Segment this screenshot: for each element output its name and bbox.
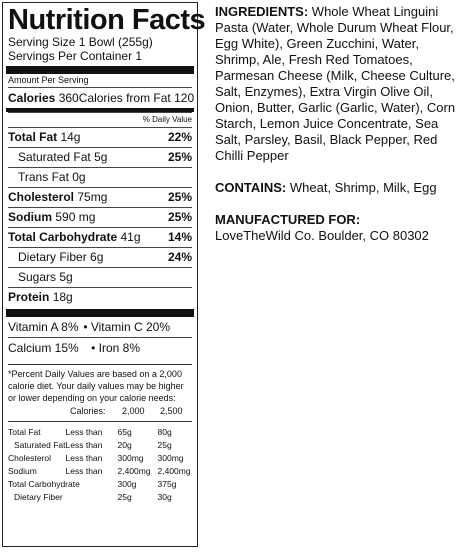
table-row: Sodium Less than 2,400mg 2,400mg: [8, 466, 191, 476]
nutrient-row-protein: [8, 287, 192, 307]
nutrient-amount: 590 mg: [55, 210, 96, 224]
table-header-cell: 2,000: [122, 406, 145, 416]
nutrient-amount: 5g: [59, 270, 73, 284]
manufacturer-section: [215, 212, 460, 244]
label-title: Nutrition Facts: [8, 4, 206, 36]
manufacturer-text: LoveTheWild Co. Boulder, CO 80302: [215, 228, 429, 243]
nutrient-row-dietary-fiber: [8, 247, 192, 267]
nutrient-amount: 0g: [72, 170, 86, 184]
ingredients-heading: INGREDIENTS:: [215, 4, 309, 19]
nutrient-name: Sodium: [8, 210, 52, 224]
table-header-cell: 2,500: [160, 406, 183, 416]
calories-value: 360: [58, 91, 79, 105]
contains-text: Wheat, Shrimp, Milk, Egg: [289, 180, 437, 195]
table-row: Cholesterol Less than 300mg 300mg: [8, 453, 184, 463]
table-header-cell: [8, 405, 70, 417]
nutrient-row-sugars: [8, 267, 192, 287]
nutrient-row-saturated-fat: [8, 147, 192, 167]
nutrient-row-sodium: [8, 207, 192, 227]
divider-thick: [6, 66, 194, 74]
contains-heading: CONTAINS:: [215, 180, 287, 195]
nutrient-name: Saturated Fat: [18, 150, 91, 164]
iron: • Iron 8%: [91, 341, 140, 355]
nutrient-name: Total Fat: [8, 130, 58, 144]
nutrient-amount: 14g: [60, 130, 81, 144]
table-row: Saturated Fat Less than 20g 25g: [14, 440, 172, 450]
nutrient-amount: 18g: [52, 290, 73, 304]
vitamin-a: Vitamin A 8%: [8, 320, 79, 334]
calories-from-fat: Calories from Fat 120: [78, 91, 195, 105]
servings-per-container: Servings Per Container 1: [8, 49, 143, 63]
nutrient-row-total-carbohydrate: [8, 227, 192, 247]
nutrition-facts-label: [2, 2, 206, 547]
table-row: Total Fat Less than 65g 80g: [8, 427, 172, 437]
nutrient-name: Trans Fat: [18, 170, 69, 184]
nutrient-amount: 75mg: [77, 190, 108, 204]
nutrient-name: Cholesterol: [8, 190, 75, 204]
nutrient-name: Sugars: [18, 270, 57, 284]
nutrient-dv: 25%: [167, 190, 192, 204]
amount-per-serving: Amount Per Serving: [8, 75, 89, 85]
nutrient-row-cholesterol: [8, 187, 192, 207]
nutrient-amount: 41g: [120, 230, 141, 244]
daily-value-header: % Daily Value: [8, 112, 192, 127]
nutrient-dv: 24%: [167, 250, 192, 264]
calcium: Calcium 15%: [8, 341, 79, 355]
mineral-row: [8, 337, 192, 358]
table-header-cell: Calories:: [70, 406, 106, 416]
nutrient-name: Total Carbohydrate: [8, 230, 118, 244]
ingredients-text: Whole Wheat Linguini Pasta (Water, Whole Durum Wheat Flour, Egg White), Green Zucchini, Water, Shrimp, Ale, Fresh Red Tomatoes, Parmesan Cheese (Milk, Cheese Culture, Salt, Enzymes), Extra Virgin Olive Oil, Onion, Butter, Garlic (Garlic, Water), Corn Starch, Lemon Juice Concentrate, Sea Salt, Parsley, Basil, Black Pepper, Red Chilli Pepper: [215, 4, 456, 163]
calories-label: Calories: [8, 91, 56, 105]
nutrient-dv: 14%: [167, 230, 192, 244]
serving-size: Serving Size 1 Bowl (255g): [8, 35, 153, 49]
footnote: *Percent Daily Values are based on a 2,000 calorie diet. Your daily values may be higher or lower depending on your calorie needs:: [8, 369, 184, 403]
nutrient-name: Protein: [8, 290, 50, 304]
nutrient-row-total-fat: [8, 127, 192, 147]
manufacturer-heading: MANUFACTURED FOR:: [215, 212, 361, 227]
nutrient-row-trans-fat: [8, 167, 192, 187]
table-row: Total Carbohydrate 300g 375g: [8, 479, 177, 489]
nutrient-amount: 5g: [94, 150, 108, 164]
calories-row: [8, 87, 195, 108]
table-row: Dietary Fiber 25g 30g: [14, 492, 172, 502]
nutrient-dv: 25%: [167, 150, 192, 164]
nutrient-dv: 22%: [167, 130, 192, 144]
divider-thin: [8, 364, 192, 365]
vitamin-c: • Vitamin C 20%: [83, 320, 170, 334]
divider-thin: [8, 421, 192, 422]
daily-values-table: [8, 426, 192, 504]
nutrient-amount: 6g: [90, 250, 104, 264]
nutrient-dv: 25%: [167, 210, 192, 224]
nutrient-name: Dietary Fiber: [18, 250, 87, 264]
daily-values-table-header: [8, 405, 192, 417]
product-info: [215, 4, 460, 244]
ingredients-section: [215, 4, 460, 164]
divider-thick: [6, 309, 194, 317]
contains-section: [215, 180, 460, 196]
vitamin-row: [8, 317, 192, 337]
